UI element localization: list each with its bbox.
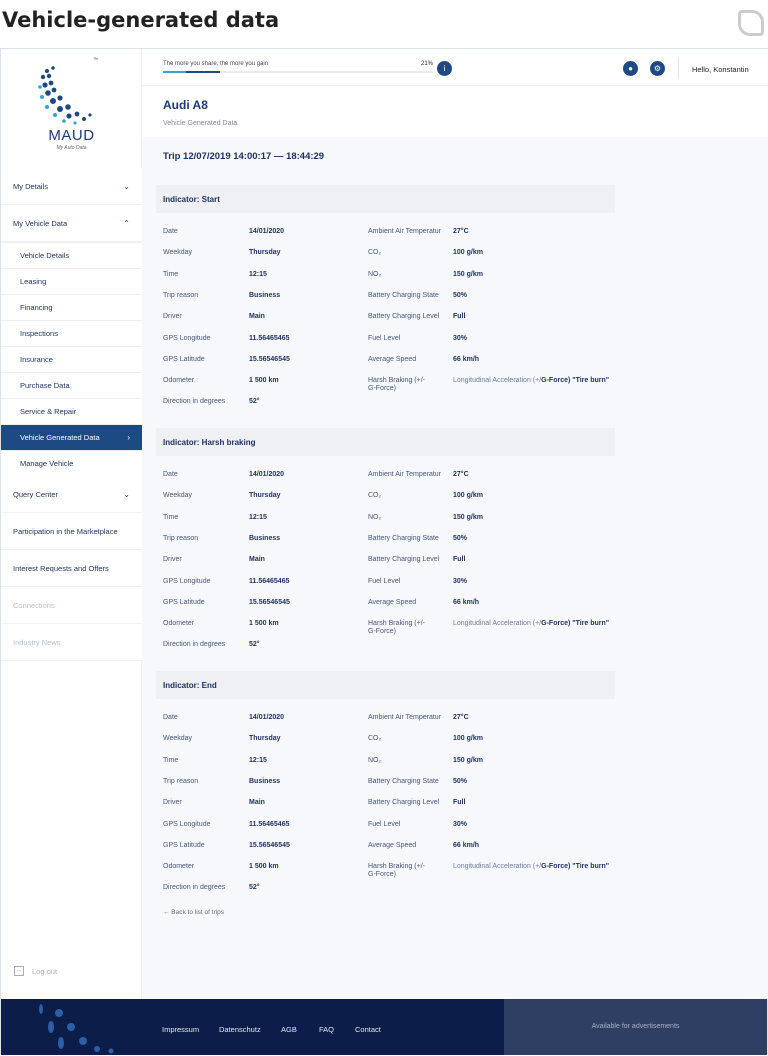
field-label: Battery Charging State	[368, 777, 439, 785]
field-value: 11.56465465	[249, 334, 290, 342]
field-label: Trip reason	[163, 777, 199, 785]
sidebar-item-label: Inspections	[20, 329, 58, 338]
field-value: Main	[249, 799, 265, 807]
field-label: Time	[163, 756, 179, 764]
field-value: 52°	[249, 398, 260, 406]
field-value: 30%	[453, 334, 468, 342]
field-value: 15.56546545	[249, 841, 290, 849]
field-label: Ambient Air Temperatur	[368, 471, 442, 478]
field-label: Odometer	[163, 863, 195, 871]
field-label: Weekday	[163, 249, 193, 257]
indicator-section	[156, 671, 615, 909]
field-value: 27°C	[453, 228, 469, 235]
page-title: Vehicle-generated data	[2, 8, 280, 32]
logout-label: Log out	[32, 966, 58, 976]
value-light: Longitudinal Acceleration (+/	[453, 377, 542, 385]
sidebar-item-label: Leasing	[20, 277, 47, 286]
value-light: Longitudinal Acceleration (+/	[453, 863, 542, 871]
sidebar-item-interest-requests-and-offers[interactable]	[1, 550, 142, 587]
indicator-section	[156, 185, 615, 423]
sidebar-item-connections[interactable]	[1, 587, 142, 624]
field-value: 1 500 km	[249, 377, 279, 385]
progress-fill	[163, 71, 220, 73]
sidebar-item-label: Service & Repair	[20, 407, 77, 416]
data-grid	[156, 699, 615, 909]
vehicle-header	[142, 86, 768, 137]
field-value: Main	[249, 556, 265, 564]
field-label: Date	[163, 714, 178, 721]
main-content	[142, 49, 768, 999]
field-value: 14/01/2020	[249, 471, 285, 478]
field-label: Driver	[163, 799, 182, 807]
field-value: 52°	[249, 641, 260, 649]
field-label: Odometer	[163, 377, 195, 385]
field-value: Full	[453, 556, 466, 564]
sidebar-item-purchase-data[interactable]	[1, 372, 142, 398]
app-frame	[0, 48, 768, 1055]
value-bold: G-Force) "Tire burn"	[541, 620, 610, 628]
field-label: Time	[163, 513, 179, 521]
settings-gear-icon[interactable]: ⚙	[650, 61, 665, 76]
field-label: Fuel Level	[368, 334, 401, 342]
field-value	[453, 618, 613, 630]
value-light: Longitudinal Acceleration (+/	[453, 620, 542, 628]
footer	[1, 999, 767, 1055]
chevron-icon: ⌃	[123, 218, 130, 228]
field-label: Direction in degrees	[163, 641, 226, 649]
field-value: Thursday	[249, 492, 281, 500]
field-label: Battery Charging State	[368, 291, 439, 299]
sidebar-item-label: Purchase Data	[20, 381, 70, 390]
field-value: 15.56546545	[249, 598, 290, 606]
field-value: 50%	[453, 291, 468, 299]
sidebar-item-vehicle-generated-data[interactable]	[1, 424, 142, 450]
field-value: 11.56465465	[249, 577, 290, 585]
sidebar-item-label: Vehicle Generated Data	[20, 433, 100, 442]
indicator-section	[156, 428, 615, 666]
sidebar-item-label: Interest Requests and Offers	[13, 563, 109, 573]
sidebar-item-label: My Details	[13, 181, 49, 191]
brand-tagline: My Auto Data	[56, 145, 87, 151]
field-value: Thursday	[249, 735, 281, 743]
trademark: ™	[93, 57, 98, 63]
footer-link-agb[interactable]: AGB	[281, 1025, 297, 1034]
field-value	[453, 375, 613, 387]
field-label: Trip reason	[163, 291, 199, 299]
field-label: Harsh Braking (+/- G-Force)	[368, 863, 425, 879]
field-label: Date	[163, 228, 178, 235]
sidebar-item-my-vehicle-data[interactable]	[1, 205, 142, 242]
field-label: GPS Longitude	[163, 820, 211, 828]
field-label: NO₂	[368, 513, 382, 521]
footer-link-impressum[interactable]: Impressum	[162, 1025, 200, 1034]
sidebar-item-label: Query Center	[13, 489, 59, 499]
field-label: Date	[163, 471, 178, 478]
field-value: Full	[453, 313, 466, 321]
field-label: Driver	[163, 556, 182, 564]
field-value: 66 km/h	[453, 841, 480, 849]
field-value: 27°C	[453, 714, 469, 721]
section-title: Indicator: Harsh braking	[156, 428, 615, 456]
field-value: 14/01/2020	[249, 228, 285, 235]
field-value: 1 500 km	[249, 863, 279, 871]
back-to-trips-link[interactable]: ← Back to list of trips	[163, 909, 225, 916]
field-value: Business	[249, 291, 281, 299]
field-label: CO₂	[368, 492, 382, 500]
field-label: Driver	[163, 313, 182, 321]
sidebar	[1, 49, 142, 999]
sidebar-item-label: Participation in the Marketplace	[13, 526, 118, 536]
field-label: Average Speed	[368, 841, 417, 849]
field-value: 66 km/h	[453, 598, 480, 606]
field-label: Average Speed	[368, 355, 417, 363]
sidebar-item-leasing[interactable]	[1, 268, 142, 294]
field-value: 12:15	[249, 756, 267, 764]
field-label: Weekday	[163, 492, 193, 500]
sidebar-item-label: Financing	[20, 303, 53, 312]
chevron-icon: ⌄	[123, 489, 130, 499]
sidebar-item-label: My Vehicle Data	[13, 218, 68, 228]
field-value: 150 g/km	[453, 756, 483, 764]
data-grid	[156, 456, 615, 666]
field-label: Battery Charging Level	[368, 313, 440, 321]
vehicle-subtitle: Vehicle Generated Data	[163, 120, 238, 127]
vehicle-title: Audi A8	[163, 98, 208, 112]
sidebar-item-insurance[interactable]	[1, 346, 142, 372]
field-value: 150 g/km	[453, 270, 483, 278]
sidebar-item-vehicle-details[interactable]	[1, 242, 142, 268]
chevron-icon: ›	[127, 433, 130, 442]
field-value: Thursday	[249, 249, 281, 257]
sidebar-item-manage-vehicle[interactable]	[1, 450, 142, 476]
field-label: CO₂	[368, 735, 382, 743]
field-label: GPS Latitude	[163, 841, 205, 849]
top-bar	[142, 49, 768, 86]
field-label: NO₂	[368, 756, 382, 764]
field-value: 30%	[453, 820, 468, 828]
field-value: 12:15	[249, 270, 267, 278]
field-label: Battery Charging State	[368, 534, 439, 542]
field-value: 52°	[249, 884, 260, 892]
field-label: Battery Charging Level	[368, 556, 440, 564]
advertisement-slot: Available for advertisements	[504, 999, 767, 1055]
field-label: Direction in degrees	[163, 398, 226, 406]
field-label: GPS Latitude	[163, 598, 205, 606]
share-percent: 21%	[421, 61, 434, 67]
logout-button[interactable]	[14, 966, 57, 976]
sidebar-item-service-repair[interactable]	[1, 398, 142, 424]
logout-icon: →	[15, 967, 23, 974]
field-label: Weekday	[163, 735, 193, 743]
sidebar-item-label: Vehicle Details	[20, 251, 70, 260]
field-label: Odometer	[163, 620, 195, 628]
field-value: Full	[453, 799, 466, 807]
footer-link-contact[interactable]: Contact	[355, 1025, 381, 1034]
field-value: 27°C	[453, 471, 469, 478]
field-value: 11.56465465	[249, 820, 290, 828]
share-text: The more you share, the more you gain	[163, 61, 269, 67]
footer-link-datenschutz[interactable]: Datenschutz	[219, 1025, 261, 1034]
divider	[678, 57, 679, 79]
field-value: 100 g/km	[453, 492, 483, 500]
field-label: Ambient Air Temperatur	[368, 714, 442, 721]
field-label: CO₂	[368, 249, 382, 257]
field-label: NO₂	[368, 270, 382, 278]
field-label: Harsh Braking (+/- G-Force)	[368, 377, 425, 393]
field-label: GPS Longitude	[163, 577, 211, 585]
user-greeting[interactable]: Hello, Konstantin	[692, 65, 749, 74]
field-value: 100 g/km	[453, 735, 483, 743]
sidebar-item-label: Industry News	[13, 637, 61, 647]
field-label: Fuel Level	[368, 577, 401, 585]
sidebar-nav	[1, 168, 142, 661]
field-label: GPS Latitude	[163, 355, 205, 363]
sidebar-item-label: Manage Vehicle	[20, 459, 74, 468]
field-value: 12:15	[249, 513, 267, 521]
field-value	[453, 861, 613, 873]
field-label: Time	[163, 270, 179, 278]
sidebar-item-participation-in-the-marketplace[interactable]	[1, 513, 142, 550]
field-value: Business	[249, 777, 281, 785]
field-label: Harsh Braking (+/- G-Force)	[368, 620, 425, 636]
field-value: 150 g/km	[453, 513, 483, 521]
field-value: 30%	[453, 577, 468, 585]
field-label: Ambient Air Temperatur	[368, 228, 442, 235]
sidebar-item-label: Connections	[13, 600, 55, 610]
sidebar-item-query-center[interactable]	[1, 476, 142, 513]
footer-decoration-icon	[31, 999, 181, 1055]
sidebar-item-inspections[interactable]	[1, 320, 142, 346]
section-title: Indicator: End	[156, 671, 615, 699]
data-grid	[156, 213, 615, 423]
field-label: Fuel Level	[368, 820, 401, 828]
field-label: Battery Charging Level	[368, 799, 440, 807]
field-label: Trip reason	[163, 534, 199, 542]
field-value: 66 km/h	[453, 355, 480, 363]
notification-bell-icon[interactable]: ●	[623, 61, 638, 76]
sidebar-item-label: Insurance	[20, 355, 53, 364]
info-icon[interactable]: i	[437, 61, 452, 76]
field-value: 50%	[453, 777, 468, 785]
value-bold: G-Force) "Tire burn"	[541, 863, 610, 871]
field-value: 15.56546545	[249, 355, 290, 363]
sidebar-item-industry-news[interactable]	[1, 624, 142, 661]
field-value: Business	[249, 534, 281, 542]
field-value: 14/01/2020	[249, 714, 285, 721]
field-value: 50%	[453, 534, 468, 542]
footer-link-faq[interactable]: FAQ	[319, 1025, 335, 1034]
field-value: 1 500 km	[249, 620, 279, 628]
value-bold: G-Force) "Tire burn"	[541, 377, 610, 385]
trip-title: Trip 12/07/2019 14:00:17 — 18:44:29	[163, 151, 325, 162]
field-value: Main	[249, 313, 265, 321]
sidebar-item-financing[interactable]	[1, 294, 142, 320]
chevron-icon: ⌄	[123, 181, 130, 191]
field-label: Direction in degrees	[163, 884, 226, 892]
app-logo-icon	[738, 10, 764, 36]
sidebar-item-my-details[interactable]	[1, 168, 142, 205]
field-label: GPS Longitude	[163, 334, 211, 342]
field-label: Average Speed	[368, 598, 417, 606]
brand-name: MAUD	[48, 127, 95, 144]
section-title: Indicator: Start	[156, 185, 615, 213]
field-value: 100 g/km	[453, 249, 483, 257]
share-progress-bar	[163, 71, 433, 73]
